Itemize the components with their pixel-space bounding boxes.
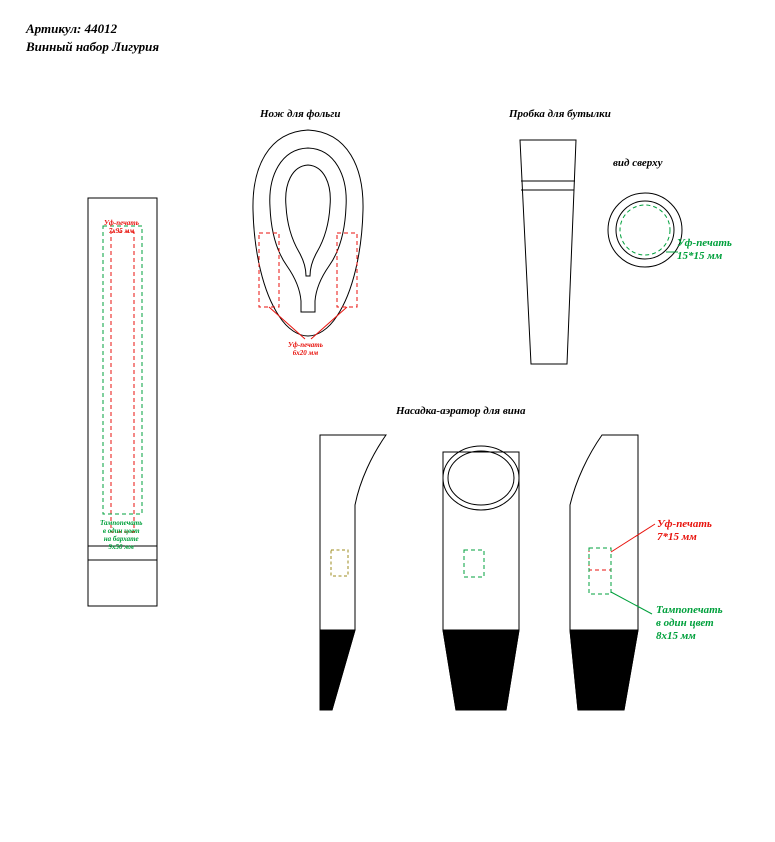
label-knife-uv-line1: Уф-печать: [288, 341, 323, 349]
aerator-center-mouth-inner: [448, 451, 514, 505]
label-knife-uv-print: [288, 341, 323, 357]
aerator-left-tip-fill: [320, 630, 355, 710]
product-name: Винный набор Лигурия: [26, 39, 160, 54]
label-aerator-uv-print: [657, 518, 712, 544]
aerator-right-tampo-print-area: [589, 548, 611, 594]
label-aerator-tampo-line3: 8х15 мм: [656, 630, 696, 642]
aerator-center-print-area: [464, 550, 484, 577]
caption-foil-knife: Нож для фольги: [260, 108, 341, 120]
foil-knife-blade-outline: [286, 165, 331, 276]
aerator-right-view-group: [570, 435, 638, 710]
aerator-center-mouth-outer: [443, 446, 519, 510]
label-aerator-tampo-print: [656, 604, 723, 643]
label-box-tampo-line4: 9х50 мм: [108, 543, 134, 551]
label-aerator-uv-line1: Уф-печать: [657, 518, 712, 530]
label-box-uv-line2: 7х95 мм: [108, 227, 135, 235]
label-aerator-tampo-line1: Тампопечать: [656, 604, 723, 616]
label-box-tampo-line1: Тампопечать: [100, 519, 143, 527]
aerator-tampo-leader-line: [611, 592, 652, 614]
aerator-right-uv-print-area: [589, 548, 611, 570]
aerator-left-print-area: [331, 550, 348, 576]
label-knife-uv-line2: 6х20 мм: [292, 349, 319, 357]
knife-leader-line-right: [311, 307, 347, 339]
cork-top-outer-circle: [608, 193, 682, 267]
cork-top-inner-circle: [616, 201, 674, 259]
aerator-uv-leader-line: [611, 524, 655, 552]
aerator-center-view-group: [443, 446, 519, 710]
caption-top-view: вид сверху: [613, 157, 663, 169]
label-aerator-uv-line2: 7*15 мм: [657, 531, 697, 543]
aerator-center-tip-fill: [443, 630, 519, 710]
article-number: Артикул: 44012: [26, 21, 118, 36]
cork-uv-print-area: [620, 205, 670, 255]
label-aerator-tampo-line2: в один цвет: [656, 617, 714, 629]
label-cork-uv-print: [677, 237, 732, 263]
label-box-tampo-print: [100, 519, 142, 551]
foil-knife-inner-outline: [270, 148, 346, 312]
label-box-tampo-line2: в один цвет: [102, 527, 140, 535]
box-uv-print-area: [111, 232, 134, 532]
label-box-uv-line1: Уф-печать: [104, 219, 139, 227]
label-box-uv-print: [104, 219, 139, 235]
bottle-cork-group: [520, 140, 576, 364]
aerator-right-tip-fill: [570, 630, 638, 710]
caption-bottle-cork: Пробка для бутылки: [509, 108, 611, 120]
label-cork-uv-line2: 15*15 мм: [677, 250, 723, 262]
caption-wine-aerator: Насадка-аэратор для вина: [396, 405, 526, 417]
label-cork-uv-line1: Уф-печать: [677, 237, 732, 249]
label-box-tampo-line3: на бархате: [103, 535, 139, 543]
box-tampo-print-area: [103, 226, 142, 514]
knife-leader-line-left: [269, 307, 305, 339]
cork-outline: [520, 140, 576, 364]
cork-top-view-group: [608, 193, 682, 267]
aerator-left-view-group: [320, 435, 386, 710]
